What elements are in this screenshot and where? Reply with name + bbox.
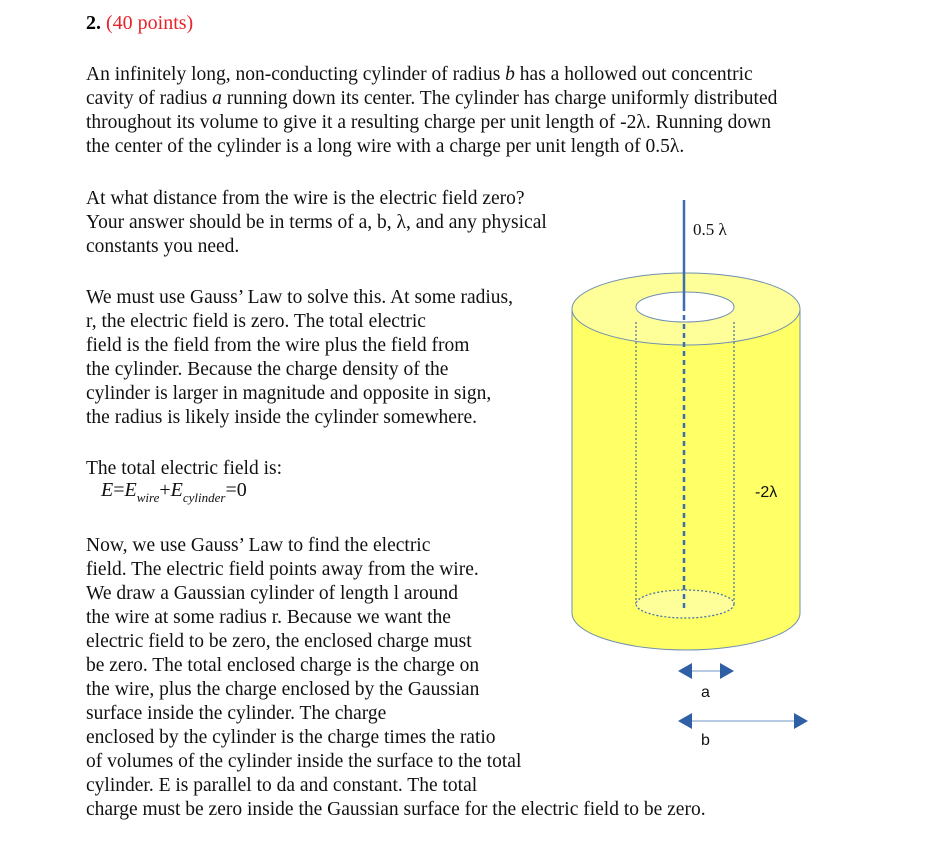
explanation-line: r, the electric field is zero. The total electric	[86, 311, 426, 332]
total-field-equation: $E=E_{wire}+E_{cylinder}=0$	[101, 479, 247, 505]
explanation-line: the wire, plus the charge enclosed by the Gaussian	[86, 679, 480, 700]
explanation-line: field is the field from the wire plus the field from	[86, 335, 470, 356]
problem-number: 2.	[86, 12, 101, 34]
statement-line: An infinitely long, non-conducting cylinder of radius b has a hollowed out concentric	[86, 64, 753, 85]
explanation-line: enclosed by the cylinder is the charge times the ratio	[86, 727, 496, 748]
radius-a-arrow	[678, 663, 734, 679]
statement-line: throughout its volume to give it a resulting charge per unit length of -2λ. Running down	[86, 112, 771, 133]
question-line: constants you need.	[86, 236, 240, 257]
explanation-line: field. The electric field points away from the wire.	[86, 559, 479, 580]
explanation-line: surface inside the cylinder. The charge	[86, 703, 387, 724]
explanation-line: be zero. The total enclosed charge is the charge on	[86, 655, 480, 676]
question-line: Your answer should be in terms of a, b, λ, and any physical	[86, 212, 547, 233]
explanation-line: electric field to be zero, the enclosed charge must	[86, 631, 472, 652]
explanation-line: of volumes of the cylinder inside the surface to the total	[86, 751, 522, 772]
explanation-line: the wire at some radius r. Because we want the	[86, 607, 451, 628]
radius-b-arrow	[678, 713, 808, 729]
wire-charge-label: 0.5 λ	[693, 220, 727, 239]
statement-line: cavity of radius a running down its center. The cylinder has charge uniformly distributed	[86, 88, 778, 109]
arrow-right-icon	[720, 663, 734, 679]
problem-points: (40 points)	[106, 12, 194, 34]
total-field-intro: The total electric field is:	[86, 458, 282, 479]
explanation-line: We draw a Gaussian cylinder of length l around	[86, 583, 459, 604]
question-line: At what distance from the wire is the electric field zero?	[86, 188, 525, 209]
explanation-line: Now, we use Gauss’ Law to find the electric	[86, 535, 431, 556]
statement-line: the center of the cylinder is a long wire with a charge per unit length of 0.5λ.	[86, 136, 685, 157]
arrow-right-icon	[794, 713, 808, 729]
explanation-line: We must use Gauss’ Law to solve this. At some radius,	[86, 287, 514, 308]
outer-radius-label: b	[701, 732, 710, 749]
arrow-left-icon	[678, 663, 692, 679]
explanation-line: cylinder is larger in magnitude and opposite in sign,	[86, 383, 492, 404]
explanation-line: cylinder. E is parallel to da and constant. The total	[86, 775, 478, 796]
inner-radius-label: a	[701, 684, 710, 701]
explanation-line: the radius is likely inside the cylinder somewhere.	[86, 407, 477, 428]
explanation-line: the cylinder. Because the charge density of the	[86, 359, 449, 380]
arrow-left-icon	[678, 713, 692, 729]
explanation-line: charge must be zero inside the Gaussian surface for the electric field to be zero.	[86, 799, 706, 820]
cylinder-charge-label: -2λ	[755, 484, 778, 501]
